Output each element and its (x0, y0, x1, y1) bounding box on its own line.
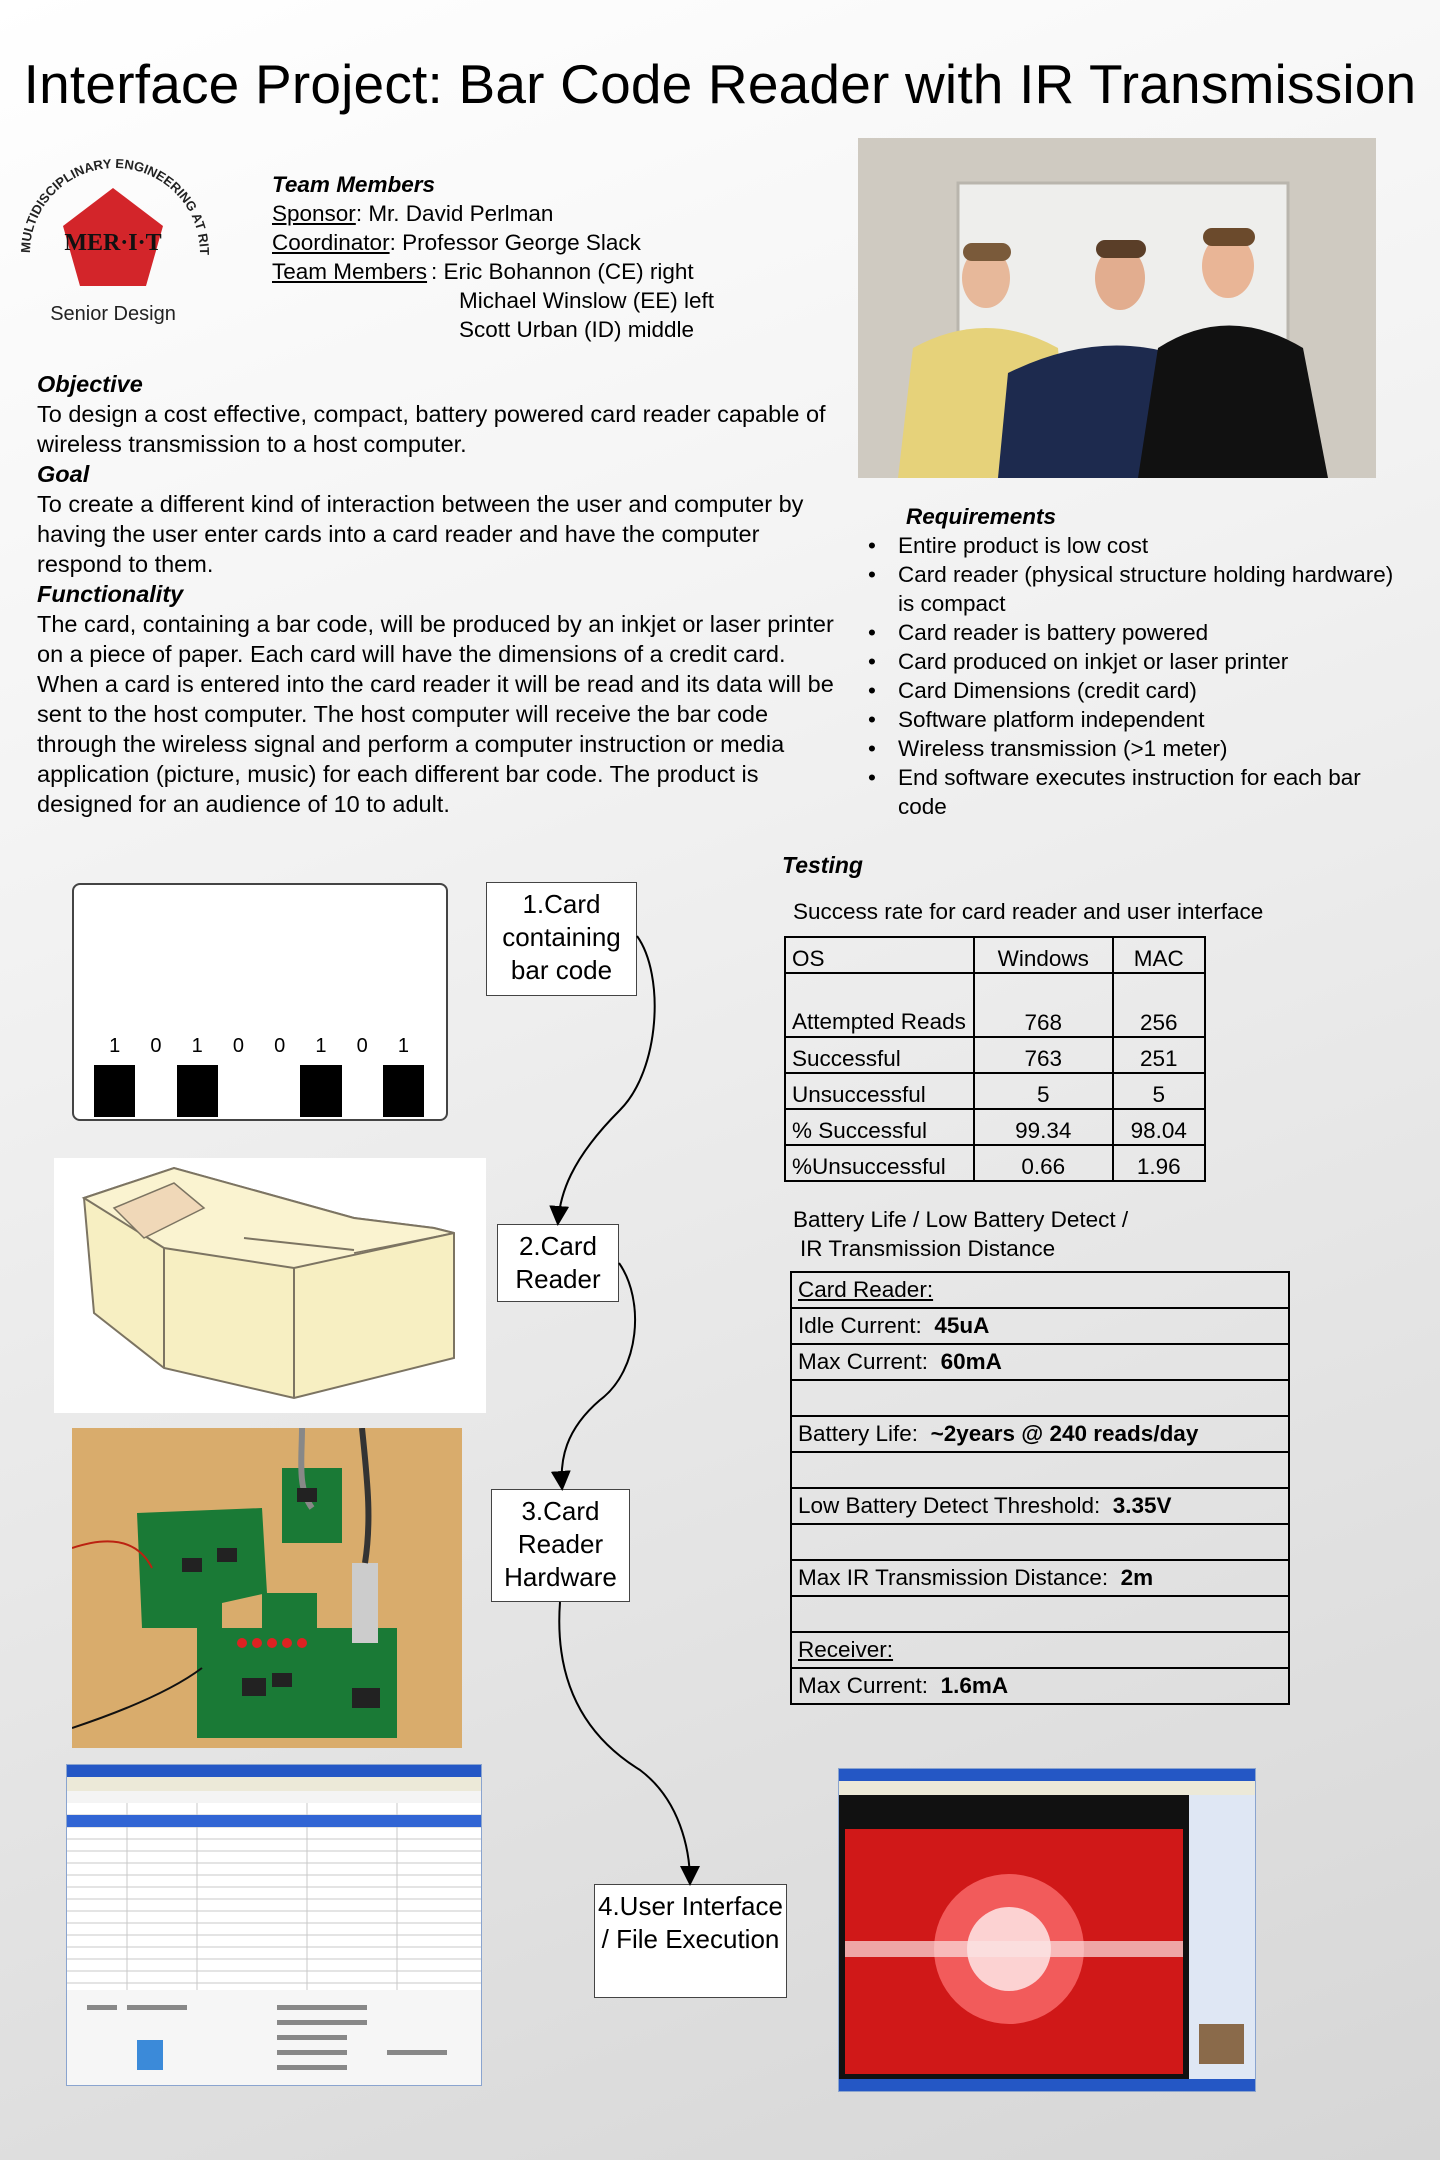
table-row (791, 1524, 1289, 1560)
list-item: • Software platform independent (868, 705, 1408, 734)
header-windows: Windows (974, 937, 1113, 973)
table-row (785, 1109, 1205, 1145)
table-row (785, 1037, 1205, 1073)
testing-caption: Success rate for card reader and user interface (793, 899, 1264, 924)
idle-value: 45uA (934, 1313, 990, 1338)
header-mac: MAC (1113, 937, 1206, 973)
max-value: 60mA (940, 1349, 1002, 1374)
testing-header-row (785, 937, 1205, 973)
lowbat-label: Low Battery Detect Threshold: (798, 1493, 1101, 1518)
table-row (791, 1416, 1289, 1452)
testing-table (784, 936, 1206, 1182)
card-reader-label: Card Reader: (791, 1272, 1289, 1308)
table-row (791, 1272, 1289, 1308)
table-row (791, 1632, 1289, 1668)
step-1-label: 1.Card containing bar code (502, 889, 621, 985)
list-item: • Card Dimensions (credit card) (868, 676, 1408, 705)
barcode-digit: 0 (150, 1035, 162, 1057)
table-row (791, 1596, 1289, 1632)
logo-subtitle: Senior Design (50, 303, 176, 325)
step-2-label: 2.Card Reader (515, 1231, 601, 1294)
objective-heading: Objective (37, 371, 143, 397)
coordinator-label: Coordinator (272, 230, 390, 255)
barcode-digit: 0 (356, 1035, 368, 1057)
row-label: % Successful (785, 1109, 974, 1145)
step-3-label: 3.Card Reader Hardware (504, 1496, 617, 1592)
barcode-digit: 1 (397, 1035, 409, 1057)
logo-arc-text: MULTIDISCIPLINARY ENGINEERING AT RIT (17, 155, 213, 256)
battery-caption-line1: Battery Life / Low Battery Detect / (793, 1207, 1129, 1232)
rx-max-label: Max Current: (798, 1673, 929, 1698)
sponsor-label: Sponsor (272, 201, 356, 226)
battery-caption-line2: IR Transmission Distance (800, 1236, 1056, 1261)
rx-max-value: 1.6mA (940, 1673, 1009, 1698)
header-os: OS (785, 937, 974, 973)
table-row (785, 1145, 1205, 1181)
list-item: • Card produced on inkjet or laser printer (868, 647, 1408, 676)
life-label: Battery Life: (798, 1421, 919, 1446)
functionality-text: The card, containing a bar code, will be produced by an inkjet or laser printer on a piece of paper. Each card will have the dimensions of a credit card. When a card is entered into the card reader it will be read and its data will be sent to the host computer. The host computer will receive the bar code through the wireless signal and perform a computer instruction or media application (picture, music) for each different bar code. The product is designed for an audience of 10 to adult. (37, 611, 834, 817)
row-mac: 256 (1113, 973, 1206, 1037)
row-mac: 98.04 (1113, 1109, 1206, 1145)
table-row (791, 1452, 1289, 1488)
coordinator-value: : Professor George Slack (389, 230, 641, 255)
receiver-label: Receiver: (791, 1632, 1289, 1668)
row-windows: 768 (974, 973, 1113, 1037)
goal-heading: Goal (37, 461, 90, 487)
row-windows: 0.66 (974, 1145, 1113, 1181)
step-4-label: 4.User Interface / File Execution (598, 1891, 783, 1954)
barcode-digit: 1 (315, 1035, 327, 1057)
list-item: • Card reader (physical structure holding hardware) is compact (868, 560, 1408, 618)
max-label: Max Current: (798, 1349, 929, 1374)
testing-heading: Testing (782, 852, 863, 878)
member-1: : Eric Bohannon (CE) right (431, 259, 694, 284)
battery-caption (793, 1205, 1128, 1263)
logo-name: MER·I·T (64, 230, 162, 256)
requirements-heading: Requirements (906, 504, 1057, 529)
poster-title: Interface Project: Bar Code Reader with IR Transmission (23, 53, 1417, 115)
row-label: %Unsuccessful (785, 1145, 974, 1181)
table-row (785, 1073, 1205, 1109)
list-item: • Card reader is battery powered (868, 618, 1408, 647)
lowbat-value: 3.35V (1112, 1493, 1172, 1518)
table-row (785, 973, 1205, 1037)
sponsor-value: : Mr. David Perlman (355, 201, 554, 226)
row-label: Attempted Reads (785, 973, 974, 1037)
table-row (791, 1380, 1289, 1416)
list-item: • Wireless transmission (>1 meter) (868, 734, 1408, 763)
members-label: Team Members (272, 259, 428, 284)
barcode-digit: 1 (191, 1035, 203, 1057)
table-row (791, 1560, 1289, 1596)
row-windows: 5 (974, 1073, 1113, 1109)
ir-value: 2m (1120, 1565, 1154, 1590)
list-item: • Entire product is low cost (868, 531, 1408, 560)
battery-table (790, 1271, 1290, 1705)
member-3: Scott Urban (ID) middle (459, 317, 695, 342)
list-item: • End software executes instruction for each bar code (868, 763, 1408, 821)
life-value: ~2years @ 240 reads/day (930, 1421, 1199, 1446)
row-mac: 251 (1113, 1037, 1206, 1073)
functionality-heading: Functionality (37, 581, 184, 607)
row-windows: 763 (974, 1037, 1113, 1073)
table-row (791, 1344, 1289, 1380)
table-row (791, 1668, 1289, 1704)
objective-text: To design a cost effective, compact, battery powered card reader capable of wireless transmission to a host computer. (37, 401, 826, 457)
table-row (791, 1488, 1289, 1524)
row-mac: 5 (1113, 1073, 1206, 1109)
barcode-digit: 0 (274, 1035, 286, 1057)
row-mac: 1.96 (1113, 1145, 1206, 1181)
table-row (791, 1308, 1289, 1344)
team-heading: Team Members (272, 172, 435, 197)
barcode-digit: 0 (232, 1035, 244, 1057)
row-label: Unsuccessful (785, 1073, 974, 1109)
row-label: Successful (785, 1037, 974, 1073)
barcode-digit: 1 (109, 1035, 121, 1057)
idle-label: Idle Current: (798, 1313, 922, 1338)
goal-text: To create a different kind of interaction between the user and computer by having the user enter cards into a card reader and have the computer respond to them. (37, 491, 804, 577)
member-2: Michael Winslow (EE) left (459, 288, 715, 313)
ir-label: Max IR Transmission Distance: (798, 1565, 1109, 1590)
row-windows: 99.34 (974, 1109, 1113, 1145)
